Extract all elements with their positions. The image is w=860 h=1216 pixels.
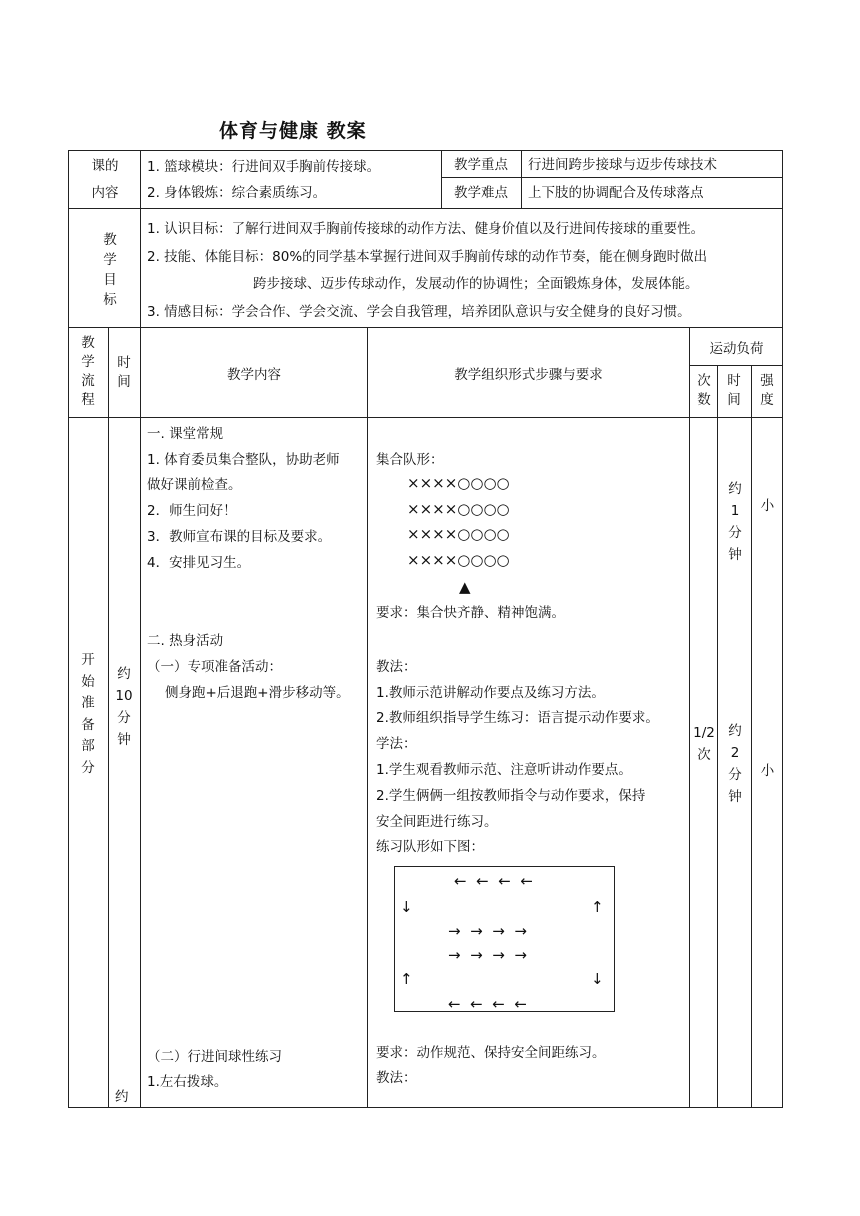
- page-title: 体育与健康 教案: [219, 120, 367, 142]
- load-duration-2: 约2分钟: [728, 723, 742, 805]
- count-header: 次数: [697, 373, 711, 408]
- requirement-text: 要求：集合快齐静、精神饱满。: [376, 605, 565, 621]
- key-point-value: 行进间跨步接球与迈步传球技术: [528, 157, 717, 173]
- difficult-point-label: 教学难点: [454, 185, 508, 201]
- formation-row: ××××○○○○: [407, 525, 510, 543]
- section-flow-label: 开始准备部分: [81, 652, 95, 776]
- learn-item: 1.学生观看教师示范、注意听讲动作要点。: [376, 762, 632, 778]
- method-item: 1.教师示范讲解动作要点及练习方法。: [376, 685, 605, 701]
- col-divider: [140, 150, 141, 208]
- content-heading: 一. 课堂常规: [147, 426, 224, 442]
- load-header: 运动负荷: [709, 341, 764, 357]
- section-time: 约10分钟: [115, 666, 133, 748]
- formation-row: ××××○○○○: [407, 500, 510, 518]
- key-point-label: 教学重点: [454, 157, 508, 173]
- load-count-2: 1/2次: [693, 725, 715, 763]
- col-divider: [751, 365, 752, 1108]
- content-subheading: （二）行进间球性练习: [147, 1049, 282, 1065]
- intensity-header: 强度: [760, 373, 774, 408]
- arrow-down: ↓: [400, 898, 413, 916]
- content-item: 做好课前检查。: [147, 477, 242, 493]
- col-divider: [140, 208, 141, 327]
- content-item: 1. 体育委员集合整队，协助老师: [147, 452, 340, 468]
- assemble-label: 集合队形：: [376, 452, 444, 468]
- duration-header: 时间: [727, 373, 741, 408]
- goal-item: 2. 技能、体能目标：80%的同学基本掌握行进间双手胸前传球的动作节奏，能在侧身跑时做出: [147, 249, 708, 265]
- lesson-content-label-2: 内容: [91, 185, 119, 201]
- arrow-row: ← ← ← ←: [448, 995, 527, 1013]
- col-divider: [108, 327, 109, 1108]
- time-header: 时间: [117, 355, 131, 390]
- difficult-point-value: 上下肢的协调配合及传球落点: [528, 185, 704, 201]
- method-label: 教法：: [376, 659, 417, 675]
- content-item: 侧身跑+后退跑+滑步移动等。: [165, 685, 350, 701]
- load-intensity-2: 小: [760, 763, 775, 779]
- method-label: 教法：: [376, 1070, 417, 1086]
- row-divider: [68, 417, 783, 418]
- content-heading: 二. 热身活动: [147, 633, 224, 649]
- goal-item: 跨步接球、迈步传球动作，发展动作的协调性；全面锻炼身体，发展体能。: [253, 276, 699, 292]
- row-divider: [68, 208, 783, 209]
- lesson-content-item: 2. 身体锻炼：综合素质练习。: [147, 185, 327, 201]
- goal-item: 1. 认识目标：了解行进间双手胸前传接球的动作方法、健身价值以及行进间传接球的重要性。: [147, 221, 705, 237]
- row-divider: [441, 177, 783, 178]
- content-item: 3．教师宣布课的目标及要求。: [147, 529, 332, 545]
- load-duration-1: 约1分钟: [728, 481, 742, 563]
- learn-label: 学法：: [376, 736, 417, 752]
- requirement-text: 要求：动作规范、保持安全间距练习。: [376, 1045, 606, 1061]
- content-subheading: （一）专项准备活动：: [147, 659, 282, 675]
- section-time-next: 约: [115, 1089, 129, 1105]
- col-divider: [521, 150, 522, 208]
- content-header: 教学内容: [227, 367, 281, 383]
- method-item: 2.教师组织指导学生练习：语言提示动作要求。: [376, 710, 659, 726]
- arrow-row: ← ← ← ←: [454, 872, 533, 890]
- col-divider: [140, 327, 141, 1108]
- arrow-row: → → → →: [448, 922, 527, 940]
- lesson-content-item: 1. 篮球模块：行进间双手胸前传接球。: [147, 159, 381, 175]
- formation-row: ××××○○○○: [407, 551, 510, 569]
- col-divider: [367, 327, 368, 1108]
- teacher-marker: ▲: [459, 578, 471, 596]
- row-divider: [68, 327, 783, 328]
- row-divider: [689, 365, 783, 366]
- learn-item: 2.学生俩俩一组按教师指令与动作要求，保持: [376, 788, 646, 804]
- diagram-label: 练习队形如下图：: [376, 839, 484, 855]
- goals-label: 教学目标: [103, 232, 117, 308]
- arrow-up: ↑: [591, 898, 604, 916]
- col-divider: [717, 365, 718, 1108]
- goal-item: 3. 情感目标：学会合作、学会交流、学会自我管理，培养团队意识与安全健身的良好习惯。: [147, 304, 691, 320]
- arrow-up: ↑: [400, 970, 413, 988]
- col-divider: [689, 327, 690, 1108]
- arrow-down: ↓: [591, 970, 604, 988]
- learn-item: 安全间距进行练习。: [376, 814, 498, 830]
- formation-row: ××××○○○○: [407, 474, 510, 492]
- load-intensity-1: 小: [760, 498, 775, 514]
- content-item: 4．安排见习生。: [147, 555, 251, 571]
- content-item: 2．师生问好！: [147, 503, 237, 519]
- lesson-content-label-1: 课的: [91, 158, 119, 174]
- content-item: 1.左右拨球。: [147, 1074, 228, 1090]
- organization-header: 教学组织形式步骤与要求: [454, 367, 603, 383]
- flow-header: 教学流程: [81, 335, 95, 408]
- arrow-row: → → → →: [448, 946, 527, 964]
